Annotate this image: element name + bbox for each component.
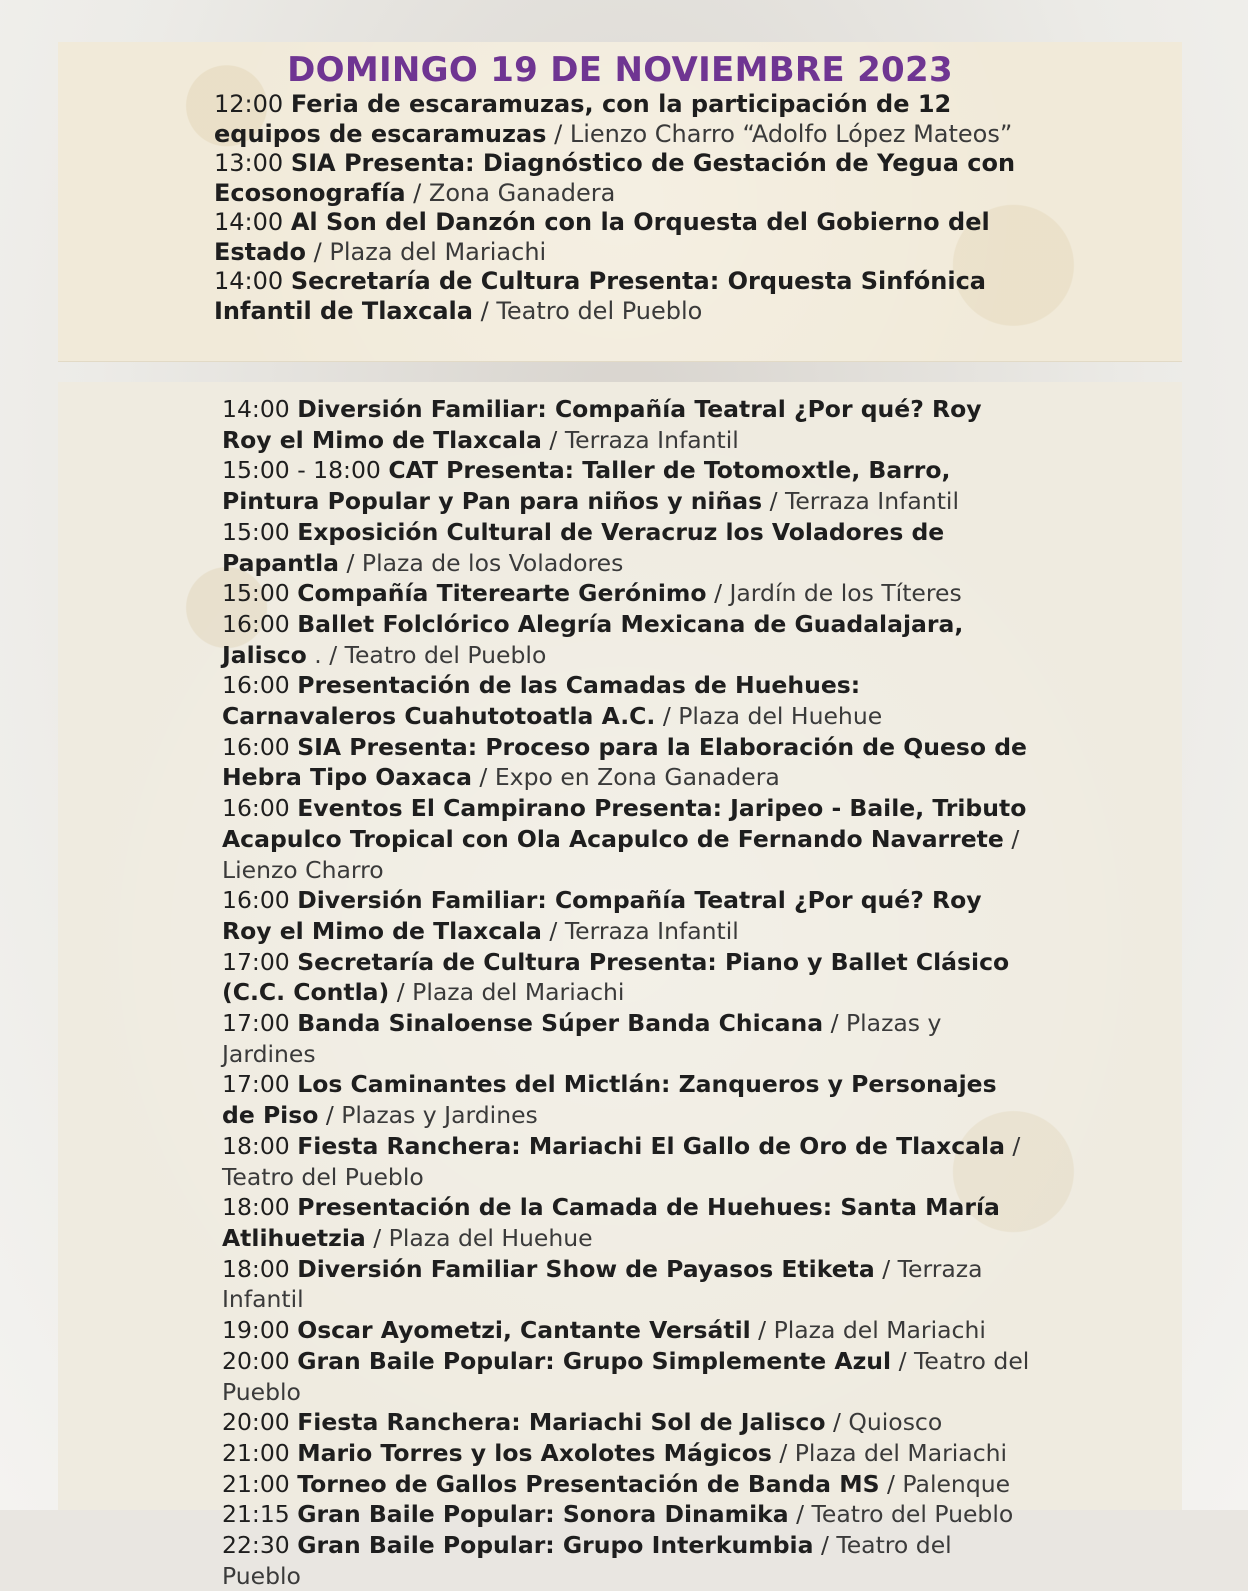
event-item <box>222 1008 1032 1069</box>
separator: / <box>480 296 489 325</box>
event-venue: Plaza del Huehue <box>388 1223 593 1252</box>
event-time: 17:00 <box>222 1070 290 1099</box>
event-name: Presentación de la Camada de Huehues: Santa María Atlihuetzia <box>222 1193 1000 1252</box>
event-time: 19:00 <box>222 1316 290 1345</box>
separator: / <box>346 548 355 577</box>
event-venue: Plaza del Huehue <box>678 702 883 731</box>
event-item <box>214 90 1044 149</box>
event-venue: Teatro del Pueblo <box>222 1531 952 1590</box>
event-time: 16:00 <box>222 671 290 700</box>
separator: / <box>549 916 558 945</box>
event-name: SIA Presenta: Diagnóstico de Gestación de Yegua con Ecosonografía <box>214 149 1016 207</box>
event-name: Secretaría de Cultura Presenta: Piano y Ballet Clásico (C.C. Contla) <box>222 947 1010 1007</box>
event-name: Gran Baile Popular: Grupo Interkumbia <box>297 1531 814 1560</box>
event-time: 17:00 <box>222 1009 290 1038</box>
separator: / <box>396 978 405 1007</box>
event-name: SIA Presenta: Proceso para la Elaboración de Queso de Hebra Tipo Oaxaca <box>222 732 1027 792</box>
event-time: 20:00 <box>222 1408 290 1437</box>
event-time: 14:00 <box>214 208 284 236</box>
event-time: 18:00 <box>222 1131 290 1160</box>
event-venue: Terraza Infantil <box>564 425 739 454</box>
event-venue: Teatro del Pueblo <box>222 1162 424 1191</box>
event-item <box>214 208 1044 267</box>
event-item <box>222 1407 1032 1438</box>
event-name: Feria de escaramuzas, con la participación de 12 equipos de escaramuzas <box>214 90 952 148</box>
event-time: 15:00 - 18:00 <box>222 456 381 485</box>
event-time: 16:00 <box>222 794 290 823</box>
event-time: 13:00 <box>214 149 284 177</box>
event-venue: Jardín de los Títeres <box>729 579 962 608</box>
separator: / <box>769 487 778 516</box>
event-item <box>222 732 1032 793</box>
event-time: 21:15 <box>222 1500 290 1529</box>
event-name: Eventos El Campirano Presenta: Jaripeo - Baile, Tributo Acapulco Tropical con Ola Acapulco de Fernando Navarrete <box>222 794 1027 853</box>
separator: / <box>832 1408 841 1437</box>
separator: / <box>554 119 563 148</box>
event-venue: Terraza Infantil <box>222 1254 983 1314</box>
event-name: Mario Torres y los Axolotes Mágicos <box>297 1438 772 1467</box>
event-venue: Lienzo Charro <box>222 855 384 884</box>
event-venue: Plaza del Mariachi <box>773 1316 986 1345</box>
event-time: 16:00 <box>222 609 290 638</box>
event-time: 16:00 <box>222 732 290 761</box>
separator: / <box>549 425 558 454</box>
event-name: Al Son del Danzón con la Orquesta del Gobierno del Estado <box>214 208 990 266</box>
event-venue: Plaza del Mariachi <box>329 237 547 266</box>
separator: / <box>898 1346 907 1375</box>
event-name: Diversión Familiar: Compañía Teatral ¿Por qué? Roy Roy el Mimo de Tlaxcala <box>222 395 982 454</box>
event-item <box>222 1530 1032 1591</box>
separator: / <box>325 1101 334 1130</box>
event-item <box>222 670 1032 731</box>
event-item <box>222 1438 1032 1469</box>
separator: / <box>830 1009 839 1038</box>
event-list-bottom <box>222 394 1032 1591</box>
event-name: CAT Presenta: Taller de Totomoxtle, Barro, Pintura Popular y Pan para niños y niñas <box>222 456 951 516</box>
event-name: Los Caminantes del Mictlán: Zanqueros y Personajes de Piso <box>222 1070 997 1130</box>
event-venue: Expo en Zona Ganadera <box>494 763 780 792</box>
separator: / <box>714 579 722 608</box>
event-item <box>214 267 1044 326</box>
separator: / <box>313 237 322 266</box>
event-venue: Lienzo Charro “Adolfo López Mateos” <box>569 119 1013 148</box>
event-time: 15:00 <box>222 517 290 546</box>
event-time: 21:00 <box>222 1469 290 1498</box>
event-name: Fiesta Ranchera: Mariachi El Gallo de Oro de Tlaxcala <box>297 1131 1005 1160</box>
event-venue: Terraza Infantil <box>564 916 739 945</box>
event-item <box>222 1499 1032 1530</box>
event-name: Diversión Familiar Show de Payasos Etiketa <box>297 1254 875 1283</box>
event-venue: . / Teatro del Pueblo <box>314 640 547 669</box>
separator: / <box>796 1500 805 1529</box>
event-item <box>222 885 1032 946</box>
event-item <box>222 455 1032 516</box>
event-time: 18:00 <box>222 1193 290 1222</box>
event-name: Gran Baile Popular: Grupo Simplemente Azul <box>297 1346 892 1375</box>
event-name: Presentación de las Camadas de Huehues: Carnavaleros Cuahutotoatla A.C. <box>222 671 861 731</box>
event-item <box>222 1469 1032 1500</box>
separator: / <box>779 1438 788 1467</box>
event-item <box>222 1315 1032 1346</box>
event-item <box>222 1254 1032 1315</box>
separator: / <box>820 1531 829 1560</box>
separator: / <box>662 702 671 731</box>
separator: / <box>758 1316 767 1345</box>
event-item <box>222 517 1032 578</box>
event-venue: Teatro del Pueblo <box>222 1346 1030 1406</box>
event-time: 14:00 <box>222 395 290 423</box>
separator: / <box>479 763 488 792</box>
event-item <box>222 1131 1032 1192</box>
event-venue: Teatro del Pueblo <box>496 296 703 325</box>
event-venue: Quiosco <box>848 1408 943 1437</box>
separator: / <box>887 1469 895 1498</box>
event-venue: Plaza del Mariachi <box>412 978 625 1007</box>
event-venue: Plazas y Jardines <box>222 1009 942 1068</box>
event-time: 17:00 <box>222 947 290 976</box>
event-time: 21:00 <box>222 1438 290 1467</box>
event-name: Torneo de Gallos Presentación de Banda MS <box>297 1469 880 1498</box>
event-item <box>222 1069 1032 1130</box>
page-title: DOMINGO 19 DE NOVIEMBRE 2023 <box>287 50 953 90</box>
event-name: Compañía Titerearte Gerónimo <box>297 579 707 608</box>
event-item <box>222 609 1032 670</box>
event-time: 15:00 <box>222 579 290 608</box>
separator: / <box>1011 824 1020 853</box>
event-name: Banda Sinaloense Súper Banda Chicana <box>297 1009 824 1038</box>
event-time: 22:30 <box>222 1531 290 1560</box>
event-name: Oscar Ayometzi, Cantante Versátil <box>297 1316 751 1345</box>
separator: / <box>882 1254 891 1283</box>
event-venue: Plaza de los Voladores <box>361 548 624 577</box>
event-venue: Teatro del Pueblo <box>811 1500 1014 1529</box>
event-item <box>222 578 1032 609</box>
event-venue: Zona Ganadera <box>428 178 616 207</box>
event-name: Ballet Folclórico Alegría Mexicana de Guadalajara, Jalisco <box>222 609 964 669</box>
event-item <box>222 793 1032 885</box>
event-time: 20:00 <box>222 1346 290 1375</box>
separator: / <box>1012 1131 1021 1160</box>
event-time: 18:00 <box>222 1254 290 1283</box>
event-name: Exposición Cultural de Veracruz los Voladores de Papantla <box>222 517 945 577</box>
event-venue: Plaza del Mariachi <box>794 1438 1008 1467</box>
event-name: Diversión Familiar: Compañía Teatral ¿Por qué? Roy Roy el Mimo de Tlaxcala <box>222 886 982 945</box>
event-name: Gran Baile Popular: Sonora Dinamika <box>297 1500 789 1529</box>
event-item <box>222 947 1032 1008</box>
event-venue: Palenque <box>902 1469 1011 1498</box>
event-item <box>222 1192 1032 1253</box>
event-list-top <box>214 90 1044 326</box>
event-item <box>214 149 1044 208</box>
event-item <box>222 394 1032 455</box>
event-item <box>222 1346 1032 1407</box>
event-time: 16:00 <box>222 886 290 915</box>
event-time: 14:00 <box>214 267 284 295</box>
separator: / <box>413 178 422 207</box>
event-venue: Plazas y Jardines <box>341 1101 538 1130</box>
event-venue: Terraza Infantil <box>784 487 959 516</box>
event-name: Fiesta Ranchera: Mariachi Sol de Jalisco <box>297 1408 826 1437</box>
event-time: 12:00 <box>214 90 284 118</box>
separator: / <box>373 1223 382 1252</box>
event-name: Secretaría de Cultura Presenta: Orquesta Sinfónica Infantil de Tlaxcala <box>214 267 987 325</box>
